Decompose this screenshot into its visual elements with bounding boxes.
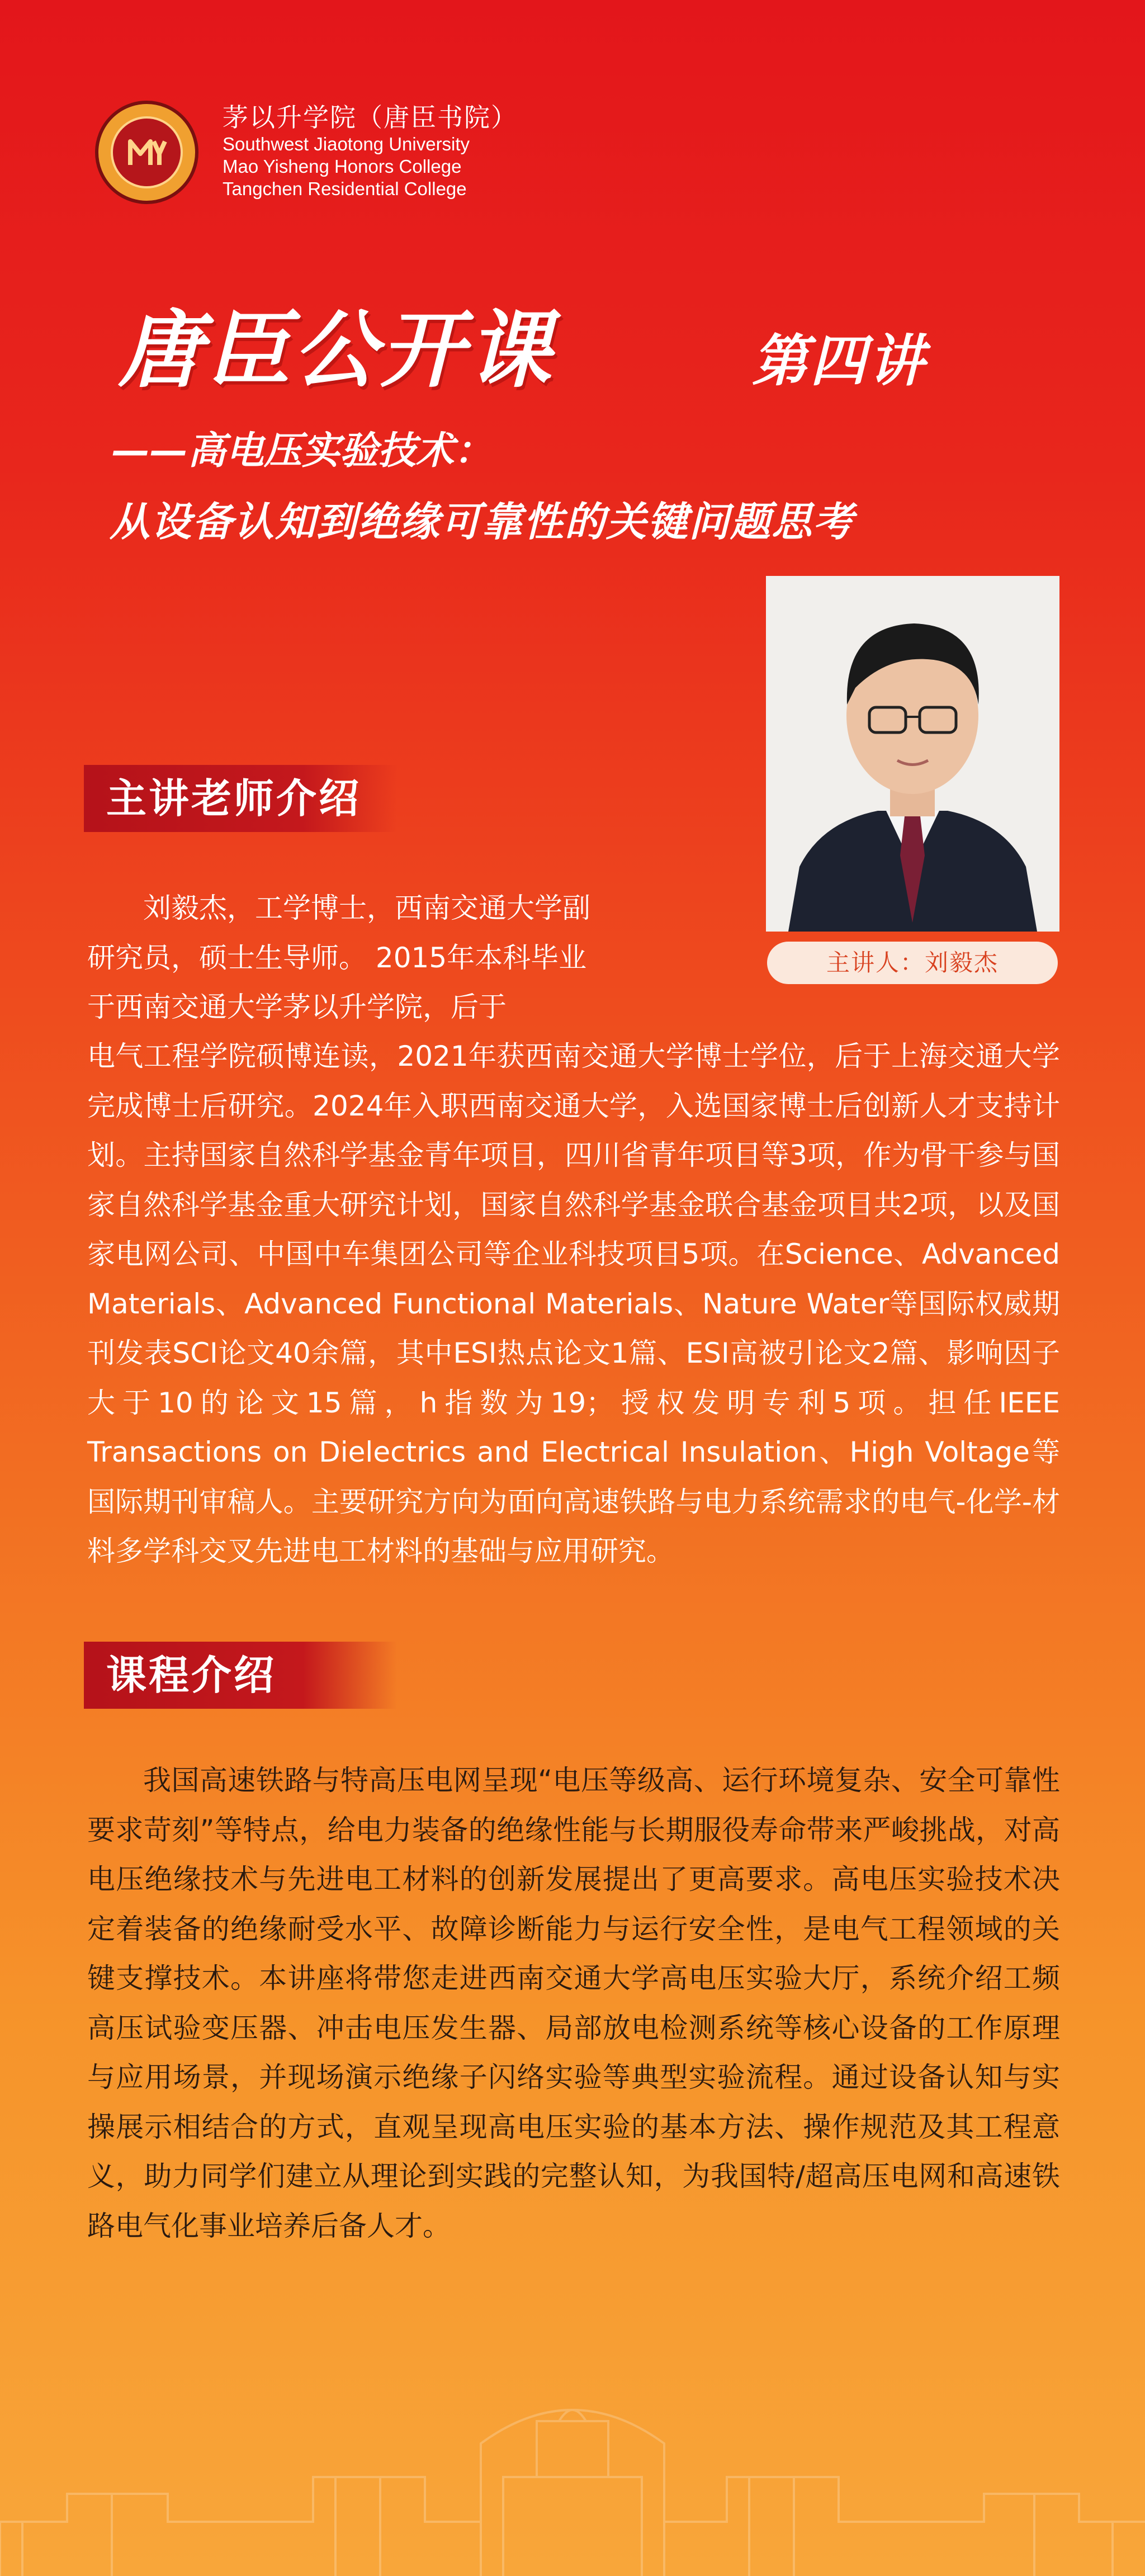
lecture-number: 第四讲 (752, 328, 926, 394)
lecture-subtitle-line-2: 从设备认知到绝缘可靠性的关键问题思考 (110, 498, 855, 545)
campus-building-silhouette (0, 2309, 1145, 2576)
college-name-cn: 茅以升学院（唐臣书院） (223, 102, 518, 133)
college-name-en-university: Southwest Jiaotong University (223, 134, 470, 154)
college-name-block (223, 102, 518, 200)
course-intro-heading: 课程介绍 (84, 1642, 397, 1709)
speaker-caption: 主讲人：刘毅杰 (767, 942, 1058, 984)
lecture-subtitle-line-1: ——高电压实验技术： (112, 429, 493, 473)
teacher-intro-heading: 主讲老师介绍 (84, 765, 397, 832)
college-name-en-honors: Mao Yisheng Honors College (223, 156, 462, 177)
course-description: 我国高速铁路与特高压电网呈现“电压等级高、运行环境复杂、安全可靠性要求苛刻”等特点，给电力装备的绝缘性能与长期服役寿命带来严峻挑战，对高电压绝缘技术与先进电工材料的创新发展提出了更高要求。高电压实验技术决定着装备的绝缘耐受水平、故障诊断能力与运行安全性，是电气工程领域的关键支撑技术。本讲座将带您走进西南交通大学高电压实验大厅，系统介绍工频高压试验变压器、冲击电压发生器、局部放电检测系统等核心设备的工作原理与应用场景，并现场演示绝缘子闪络实验等典型实验流程。通过设备认知与实操展示相结合的方式，直观呈现高电压实验的基本方法、操作规范及其工程意义，助力同学们建立从理论到实践的完整认知，为我国特/超高压电网和高速铁路电气化事业培养后备人才。 (87, 1764, 1060, 2242)
speaker-photo (766, 576, 1059, 932)
page-title: 唐臣公开课 (119, 302, 555, 399)
bio-paragraph-intro: 刘毅杰，工学博士，西南交通大学副研究员，硕士生导师。 2015年本科毕业于西南交通大学茅以升学院，后于 (87, 892, 590, 1023)
bio-paragraph-body: 电气工程学院硕博连读，2021年获西南交通大学博士学位，后于上海交通大学完成博士后研究。2024年入职西南交通大学，入选国家博士后创新人才支持计划。主持国家自然科学基金青年项目，四川省青年项目等3项，作为骨干参与国家自然科学基金重大研究计划，国家自然科学基金联合基金项目共2项，以及国家电网公司、中国中车集团公司等企业科技项目5项。在Science、Advanced Materials、Advanced Functional Materials、Nature Water等国际权威期刊发表SCI论文40余篇，其中ESI热点论文1篇、ESI高被引论文2篇、影响因子大于10的论文15篇，h指数为19；授权发明专利5项。担任IEEE Transactions on Dielectrics and Electrical Insulation、High Voltage等国际期刊审稿人。主要研究方向为面向高速铁路与电力系统需求的电气-化学-材料多学科交叉先进电工材料的基础与应用研究。 (87, 1040, 1060, 1567)
logo-emblem-icon (119, 125, 175, 181)
college-name-en-residential: Tangchen Residential College (223, 178, 467, 199)
college-logo-icon (95, 101, 198, 204)
